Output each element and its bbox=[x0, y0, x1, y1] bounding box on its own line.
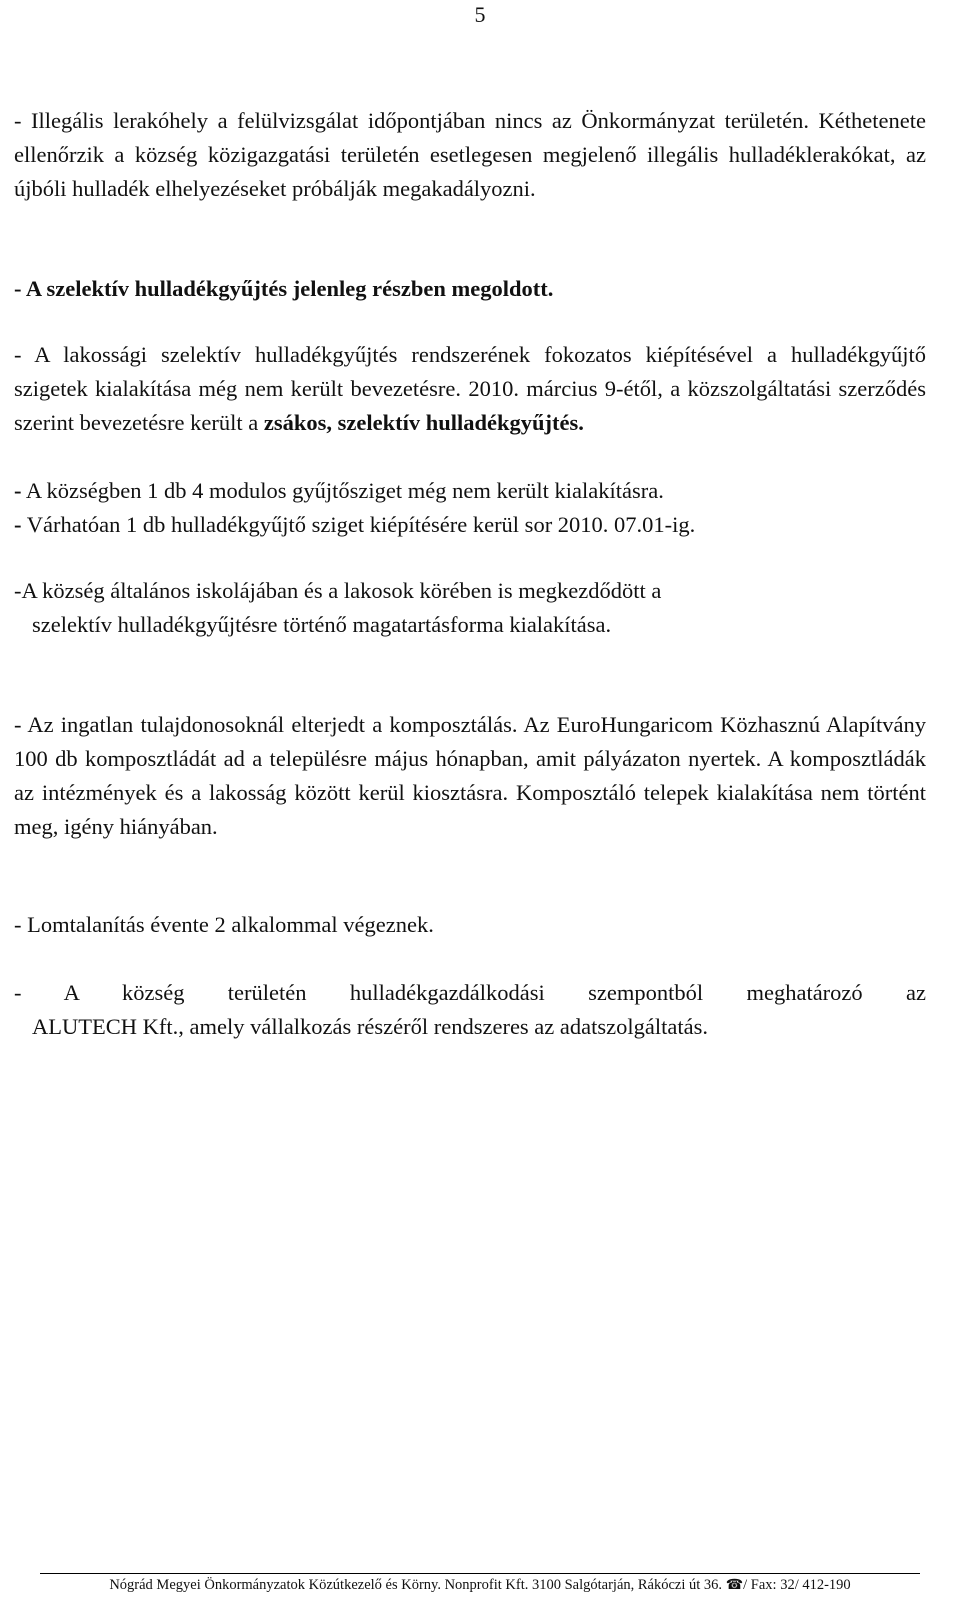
page-number: 5 bbox=[474, 2, 486, 27]
selective-collection-text: - A lakossági szelektív hulladékgyűjtés rendszerének fokozatos kiépítésével a hulladékgyűjtő szigetek kialakítása még nem került bevezetésre. 2010. március 9-étől, a közszolgáltatási szerződés szerint bevezetésre került a bbox=[14, 342, 926, 435]
alutech-line-2: ALUTECH Kft., amely vállalkozás részéről rendszeres az adatszolgáltatás. bbox=[32, 1014, 708, 1039]
paragraph-selective-heading: - A szelektív hulladékgyűjtés jelenleg részben megoldott. bbox=[14, 276, 554, 301]
alutech-line-1: - A község területén hulladékgazdálkodási szempontból meghatározó az bbox=[14, 980, 926, 1005]
school-line-2: szelektív hulladékgyűjtésre történő magatartásforma kialakítása. bbox=[32, 612, 612, 637]
phone-icon: ☎ bbox=[725, 1578, 744, 1593]
expected-island-text: Várhatóan 1 db hulladékgyűjtő sziget kiépítésére kerül sor 2010. 07.01-ig. bbox=[21, 512, 696, 537]
paragraph-collection-island bbox=[14, 474, 926, 508]
paragraph-composting: - Az ingatlan tulajdonosoknál elterjedt a komposztálás. Az EuroHungaricom Közhasznú Alapítvány 100 db komposztládát ad a településre május hónapban, amit pályázaton nyertek. A komposztládák az intézmények és a lakosság között kerül kiosztásra. Komposztáló telepek kialakítása nem történt meg, igény hiányában. bbox=[14, 712, 926, 839]
footer-divider bbox=[40, 1573, 920, 1574]
bullet-dash: - bbox=[14, 478, 22, 503]
footer bbox=[40, 1577, 920, 1594]
footer-address: Nógrád Megyei Önkormányzatok Közútkezelő és Körny. Nonprofit Kft. 3100 Salgótarján, Rákóczi út 36. bbox=[109, 1577, 726, 1593]
paragraph-selective-collection bbox=[14, 338, 926, 440]
paragraph-illegal-dumping: - Illegális lerakóhely a felülvizsgálat időpontjában nincs az Önkormányzat területén. Kéthetenete ellenőrzik a község közigazgatási területén esetlegesen megjelenő illegális hulladéklerakókat, az újbóli hulladék elhelyezéseket próbálják megakadályozni. bbox=[14, 108, 926, 201]
footer-fax: / Fax: 32/ 412-190 bbox=[743, 1577, 851, 1593]
selective-collection-bold: zsákos, szelektív hulladékgyűjtés. bbox=[263, 410, 584, 435]
paragraph-alutech bbox=[14, 976, 926, 1044]
paragraph-bulky-waste: - Lomtalanítás évente 2 alkalommal végeznek. bbox=[14, 912, 434, 937]
school-line-1: -A község általános iskolájában és a lakosok körében is megkezdődött a bbox=[14, 578, 662, 603]
bullet-dash: - bbox=[14, 512, 22, 537]
collection-island-text: A községben 1 db 4 modulos gyűjtősziget még nem került kialakításra. bbox=[21, 478, 664, 503]
paragraph-school bbox=[14, 574, 926, 642]
paragraph-expected-island bbox=[14, 508, 926, 542]
